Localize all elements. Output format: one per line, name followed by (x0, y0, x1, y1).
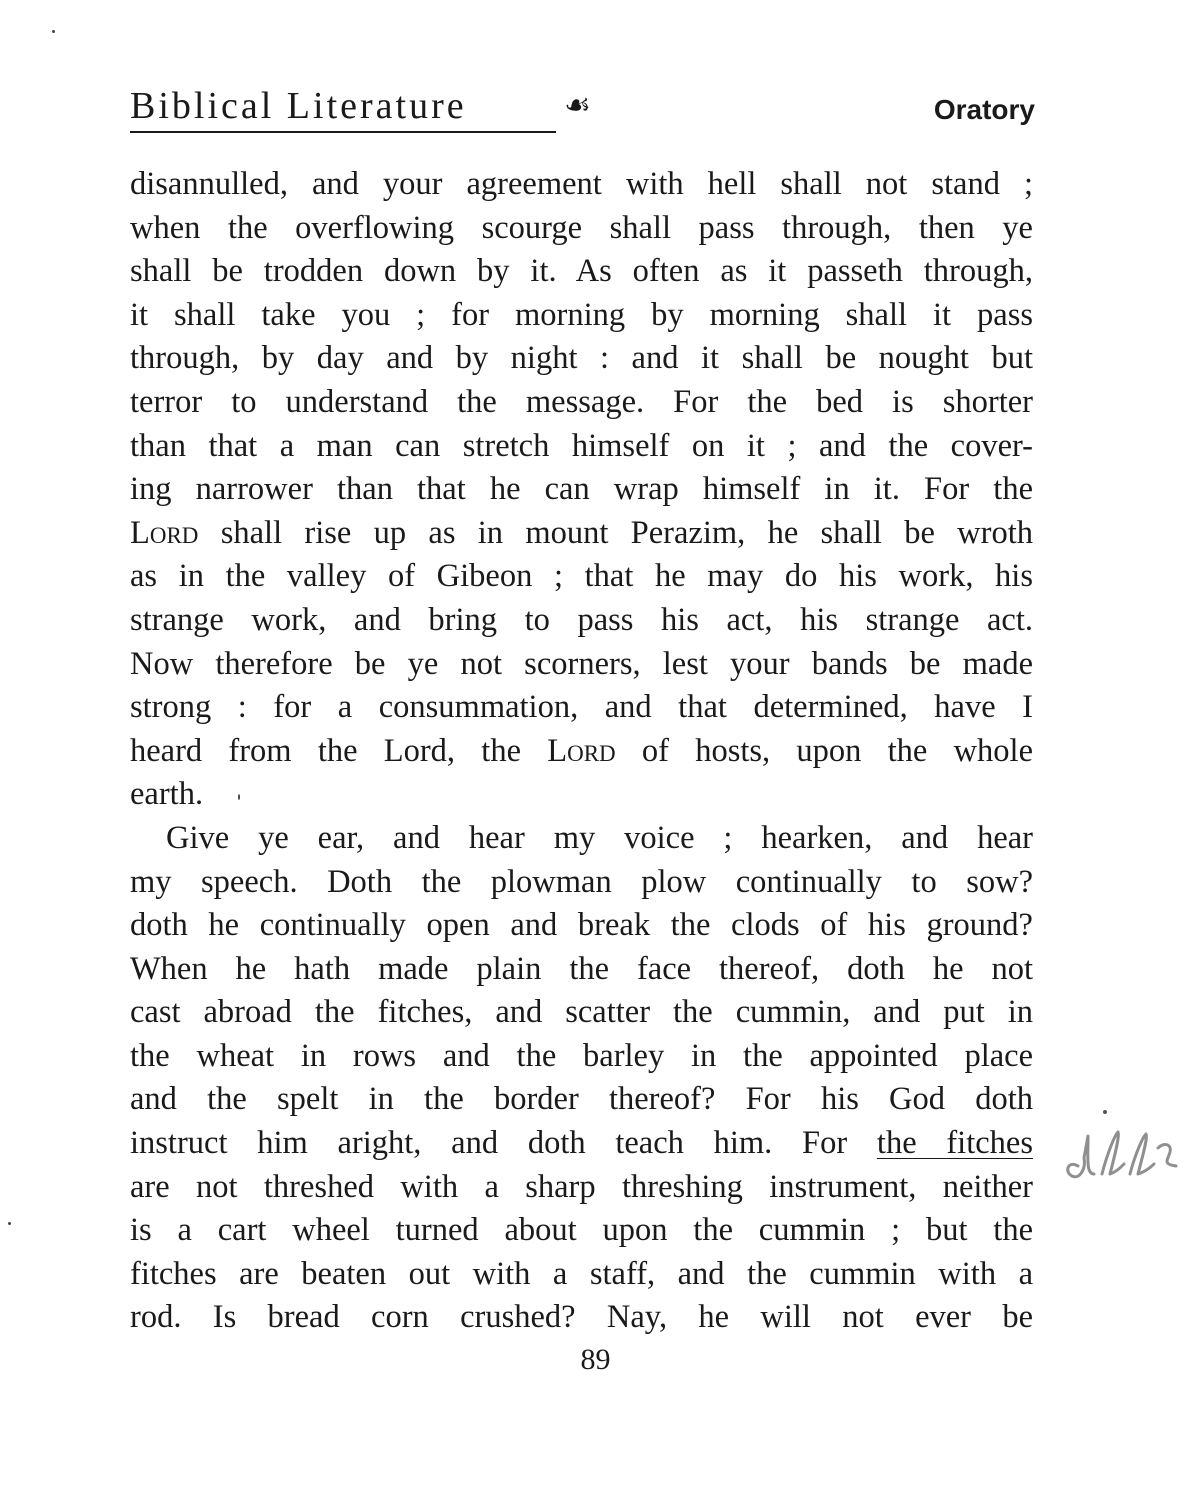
ink-speck (238, 794, 240, 800)
underlined-phrase: the fitches (876, 1125, 1033, 1162)
text-line: is a cart wheel turned about upon the cummin ; but the (130, 1212, 1033, 1249)
text-line: disannulled, and your agreement with hell shall not stand ; (130, 166, 1033, 202)
text-fragment: instruct him aright, and doth teach him. For (130, 1125, 877, 1162)
text-line: it shall take you ; for morning by morning shall it pass (130, 296, 1033, 333)
text-line: shall be trodden down by it. As often as it passeth through, (130, 253, 1033, 290)
text-line: when the overflowing scourge shall pass through, then ye (130, 209, 1033, 246)
text-line: fitches are beaten out with a staff, and the cummin with a (130, 1255, 1033, 1292)
ink-speck (8, 1222, 11, 1225)
text-fragment: of hosts, upon the whole (615, 732, 1033, 769)
page-number: 89 (580, 1343, 611, 1376)
text-line: through, by day and by night : and it shall be nought but (130, 340, 1033, 377)
text-line: ing narrower than that he can wrap himself in it. For the (130, 471, 1033, 508)
small-caps-lord: Lord (130, 514, 199, 551)
text-line: the wheat in rows and the barley in the appointed place (130, 1037, 1033, 1074)
text-line: my speech. Doth the plowman plow continually to sow? (130, 863, 1033, 900)
running-head (130, 82, 1035, 142)
text-line: as in the valley of Gibeon ; that he may do his work, his (130, 558, 1033, 595)
handwritten-margin-note-icon (1058, 1108, 1188, 1198)
running-head-rule (130, 131, 556, 133)
text-line: cast abroad the fitches, and scatter the cummin, and put in (130, 994, 1033, 1031)
body-text (130, 163, 1033, 1340)
text-line: strong : for a consummation, and that determined, have I (130, 689, 1033, 726)
running-head-title: Biblical Literature (130, 85, 467, 127)
text-line: strange work, and bring to pass his act, his strange act. (130, 601, 1033, 638)
text-line: and the spelt in the border thereof? For his God doth (130, 1081, 1033, 1118)
running-head-section: Oratory (933, 94, 1035, 125)
text-line: Give ye ear, and hear my voice ; hearken, and hear (166, 819, 1033, 856)
text-line: doth he continually open and break the clods of his ground? (130, 907, 1033, 944)
text-fragment: heard from the Lord, the (130, 732, 548, 769)
small-caps-lord: Lord (547, 732, 616, 769)
text-line (130, 512, 1033, 556)
text-line: When he hath made plain the face thereof, doth he not (130, 950, 1033, 987)
text-line: rod. Is bread corn crushed? Nay, he will not ever be (130, 1299, 1033, 1336)
ink-speck (52, 30, 55, 33)
text-line: than that a man can stretch himself on it ; and the cover- (130, 427, 1033, 464)
text-line: earth. (130, 776, 204, 813)
fleuron-ornament-icon: ☙ (564, 89, 591, 122)
text-line: Now therefore be ye not scorners, lest your bands be made (130, 645, 1033, 682)
text-fragment: shall rise up as in mount Perazim, he shall be wroth (198, 514, 1033, 551)
text-line: terror to understand the message. For the bed is shorter (130, 383, 1033, 420)
text-line (130, 1122, 1033, 1166)
text-line (130, 730, 1033, 774)
text-line: are not threshed with a sharp threshing instrument, neither (130, 1168, 1033, 1205)
